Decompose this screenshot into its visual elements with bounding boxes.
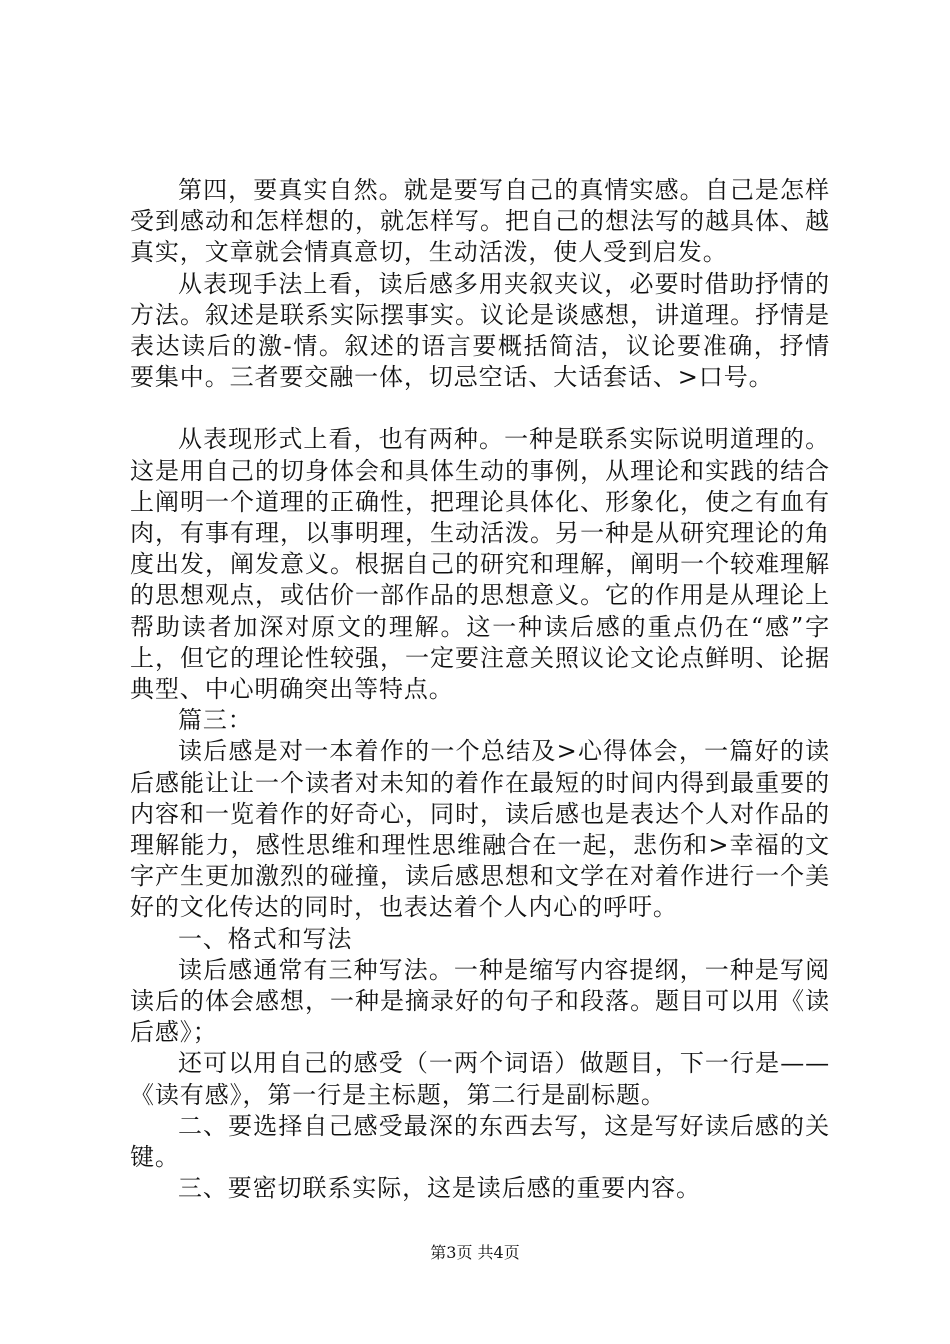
- paragraph-point-three: 三、要密切联系实际，这是读后感的重要内容。: [178, 1174, 701, 1203]
- paragraph-expression-form: 从表现形式上看，也有两种。一种是联系实际说明道理的。这是用自己的切身体会和具体生动的事例，从理论和实践的结合上阐明一个道理的正确性，把理论具体化、形象化，使之有血有肉，有事有理，以事明理，生动活泼。另一种是从研究理论的角度出发，阐发意义。根据自己的研究和理解，阐明一个较难理解的思想观点，或估价一部作品的思想意义。它的作用是从理论上帮助读者加深对原文的理解。这一种读后感的重点仍在“感”字上，但它的理论性较强，一定要注意关照议论文论点鲜明、论据典型、中心明确突出等特点。: [130, 425, 830, 704]
- page-number-footer: 第3页 共4页: [430, 1243, 520, 1262]
- paragraph-expression-technique: 从表现手法上看，读后感多用夹叙夹议，必要时借助抒情的方法。叙述是联系实际摆事实。议论是谈感想，讲道理。抒情是表达读后的激-情。叙述的语言要概括简洁，议论要准确，抒情要集中。三者要交融一体，切忌空话、大话套话、>口号。: [130, 269, 830, 392]
- section-heading-part-three: 篇三：: [178, 706, 253, 735]
- paragraph-title-options: 还可以用自己的感受（一两个词语）做题目，下一行是——《读有感》，第一行是主标题，第二行是副标题。: [130, 1049, 830, 1109]
- paragraph-introduction: 读后感是对一本着作的一个总结及>心得体会，一篇好的读后感能让让一个读者对未知的着作在最短的时间内得到最重要的内容和一览着作的好奇心，同时，读后感也是表达个人对作品的理解能力，感性思维和理性思维融合在一起，悲伤和>幸福的文字产生更加激烈的碰撞，读后感思想和文学在对着作进行一个美好的文化传达的同时，也表达着个人内心的呼吁。: [130, 737, 830, 922]
- document-body: [130, 175, 830, 1205]
- heading-format-and-method: 一、格式和写法: [178, 924, 353, 953]
- paragraph-three-methods: 读后感通常有三种写法。一种是缩写内容提纲，一种是写阅读后的体会感想，一种是摘录好的句子和段落。题目可以用《读后感》；: [130, 955, 830, 1047]
- paragraph-authenticity: 第四，要真实自然。就是要写自己的真情实感。自己是怎样受到感动和怎样想的，就怎样写。把自己的想法写的越具体、越真实，文章就会情真意切，生动活泼，使人受到启发。: [130, 176, 830, 267]
- paragraph-point-two: 二、要选择自己感受最深的东西去写，这是写好读后感的关键。: [130, 1111, 830, 1172]
